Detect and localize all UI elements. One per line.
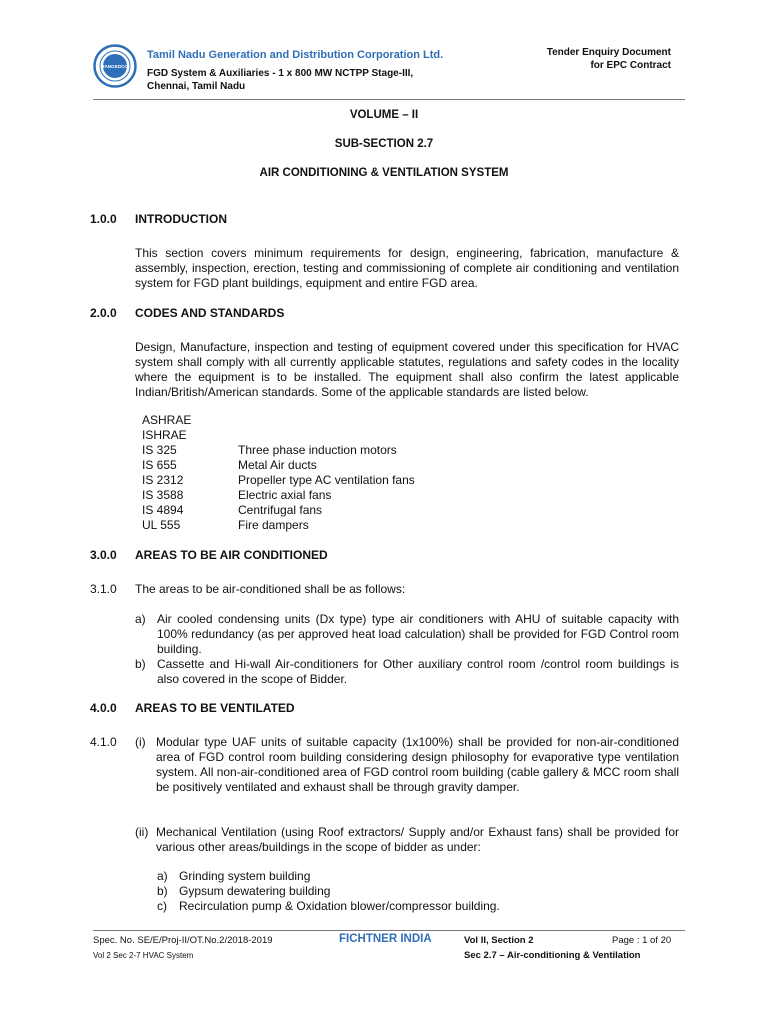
list-item (135, 657, 679, 687)
ventilation-item-ii (135, 825, 679, 855)
section-number: 2.0.0 (90, 306, 117, 320)
standard-row (142, 488, 415, 503)
footer-divider (93, 930, 685, 931)
item-text: Mechanical Ventilation (using Roof extractors/ Supply and/or Exhaust fans) shall be provided for various other areas/buildings in the scope of bidder as under: (156, 825, 679, 854)
subsection-number-4-1: 4.1.0 (90, 735, 117, 749)
standard-desc: Metal Air ducts (238, 458, 317, 472)
ventilated-buildings-list (157, 869, 677, 914)
footer-section: Sec 2.7 – Air-conditioning & Ventilation (464, 950, 641, 961)
header-divider (93, 99, 685, 100)
list-item (157, 899, 677, 914)
standard-desc: Fire dampers (238, 518, 309, 532)
footer-volume: Vol II, Section 2 (464, 935, 534, 946)
section-heading-codes (90, 306, 284, 320)
introduction-paragraph: This section covers minimum requirements for design, engineering, fabrication, manufacture & assembly, inspection, erection, testing and commissioning of complete air conditioning and ventilation system for FGD plant buildings, equipment and entire FGD area. (135, 246, 679, 290)
air-conditioned-list (135, 612, 679, 687)
list-marker: b) (135, 657, 146, 671)
subsection-text: The areas to be air-conditioned shall be as follows: (135, 582, 406, 596)
section-title: CODES AND STANDARDS (135, 306, 285, 320)
section-title: INTRODUCTION (135, 212, 227, 226)
section-title: AREAS TO BE VENTILATED (135, 701, 295, 715)
standard-code: IS 655 (142, 458, 177, 472)
section-number: 1.0.0 (90, 212, 117, 226)
list-text: Air cooled condensing units (Dx type) type air conditioners with AHU of suitable capacity with 100% redundancy (as per approved heat load calculation) shall be provided for FGD Control room building. (157, 612, 679, 656)
item-marker: (i) (135, 735, 146, 749)
list-text: Grinding system building (179, 869, 311, 883)
standard-code: ISHRAE (142, 428, 187, 442)
standard-code: IS 4894 (142, 503, 184, 517)
standard-code: IS 2312 (142, 473, 184, 487)
section-number: 3.0.0 (90, 548, 117, 562)
standard-code: IS 325 (142, 443, 177, 457)
standards-list (142, 413, 415, 533)
list-item (157, 869, 677, 884)
standard-desc: Electric axial fans (238, 488, 332, 502)
footer-company: FICHTNER INDIA (339, 933, 432, 945)
standard-row (142, 413, 415, 428)
codes-paragraph: Design, Manufacture, inspection and testing of equipment covered under this specification for HVAC system shall comply with all currently applicable statutes, regulations and safety codes in the locality where the equipment is to be installed. The equipment shall also confirm the latest applicable Indian/British/American standards. Some of the applicable standards are listed below. (135, 340, 679, 399)
project-line-1: FGD System & Auxiliaries - 1 x 800 MW NCTPP Stage-III, (147, 68, 414, 79)
ventilation-item-i (135, 735, 679, 795)
standard-row (142, 443, 415, 458)
standard-row (142, 473, 415, 488)
list-marker: b) (157, 884, 168, 898)
list-text: Gypsum dewatering building (179, 884, 331, 898)
standard-desc: Centrifugal fans (238, 503, 323, 517)
standard-desc: Propeller type AC ventilation fans (238, 473, 415, 487)
list-text: Recirculation pump & Oxidation blower/compressor building. (179, 899, 500, 913)
list-marker: c) (157, 899, 167, 913)
section-title: AREAS TO BE AIR CONDITIONED (135, 548, 328, 562)
subsection-number: 3.1.0 (90, 582, 117, 596)
section-number: 4.0.0 (90, 701, 117, 715)
project-title (147, 67, 413, 93)
footer-spec-number: Spec. No. SE/E/Proj-II/OT.No.2/2018-2019 (93, 935, 273, 946)
standard-code: IS 3588 (142, 488, 184, 502)
section-heading-ventilated (90, 701, 295, 715)
standard-row (142, 428, 415, 443)
list-item (157, 884, 677, 899)
standard-row (142, 503, 415, 518)
volume-title: VOLUME – II (349, 109, 419, 121)
tender-title (547, 46, 671, 72)
tender-line-2: for EPC Contract (590, 60, 671, 71)
page-header (93, 40, 685, 98)
footer-file-name: Vol 2 Sec 2-7 HVAC System (93, 951, 194, 960)
section-heading-air-conditioned (90, 548, 328, 562)
list-marker: a) (135, 612, 146, 626)
subsection-title: SUB-SECTION 2.7 (334, 138, 434, 150)
standard-row (142, 518, 415, 533)
section-heading-introduction (90, 212, 227, 226)
standard-row (142, 458, 415, 473)
project-line-2: Chennai, Tamil Nadu (147, 81, 246, 92)
standard-code: UL 555 (142, 518, 181, 532)
standard-code: ASHRAE (142, 413, 192, 427)
standard-desc: Three phase induction motors (238, 443, 397, 457)
list-marker: a) (157, 869, 168, 883)
footer-page-number: Page : 1 of 20 (612, 935, 672, 946)
section-name: AIR CONDITIONING & VENTILATION SYSTEM (259, 167, 509, 179)
subsection-3-1 (90, 582, 405, 596)
list-text: Cassette and Hi-wall Air-conditioners for Other auxiliary control room /control room buildings is also covered in the scope of Bidder. (157, 657, 679, 686)
list-item (135, 612, 679, 657)
organization-name: Tamil Nadu Generation and Distribution Corporation Ltd. (147, 49, 444, 61)
item-text: Modular type UAF units of suitable capacity (1x100%) shall be provided for non-air-conditioned area of FGD control room building considering design philosophy for evaporative type ventilation system. All non-air-conditioned area of FGD control room building (cable gallery & MCC room shall be positively ventilated and exhaust shall be through gravity damper. (156, 735, 679, 794)
item-marker: (ii) (135, 825, 149, 839)
logo-text: TANGEDCO (102, 64, 128, 69)
tender-line-1: Tender Enquiry Document (546, 47, 671, 58)
tangedco-logo (93, 44, 137, 88)
